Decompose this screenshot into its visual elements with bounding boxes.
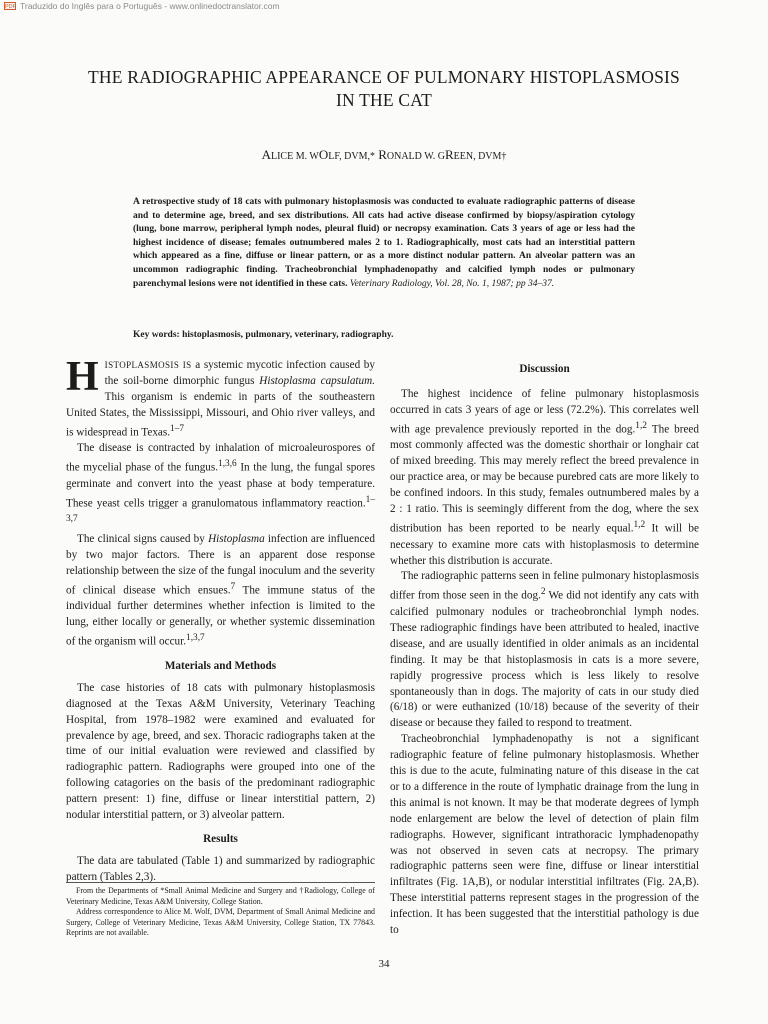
citation-sup: 7: [230, 581, 236, 592]
translator-banner[interactable]: [4, 0, 280, 12]
author-2-surname-initial: R: [444, 147, 454, 162]
abstract-body: A retrospective study of 18 cats with pulmonary histoplasmosis was conducted to evaluate radiographic patterns of disease and to determine age, breed, and sex distributions. All cats had active disease confirmed by biopsy/aspiration cytology (lung, bone marrow, peripheral lymph nodes, pleural fluid) or necropsy examination. Cats 3 years of age or less had the highest incidence of disease; females outnumbered males 2 to 1. Radiographically, most cats had an interstitial pattern which appeared as a fine, diffuse or linear pattern, or as a more distinct nodular pattern. An alveolar pattern was an uncommon radiographic finding. Tracheobronchial lymphadenopathy and calcified lymph nodes or pulmonary parenchymal lesions were not identified in these cats.: [133, 197, 635, 289]
heading-discussion: Discussion: [519, 363, 570, 375]
author-line: [60, 147, 708, 163]
citation-sup: 1,3,6: [218, 459, 237, 470]
citation-sup: 1–3,7: [66, 494, 375, 525]
author-1-surname: LF, DVM,*: [328, 151, 375, 162]
paragraph-results: The data are tabulated (Table 1) and summarized by radiographic pattern (Tables 2,3).: [66, 854, 375, 883]
para3-text-b: infection are influenced by two major factors. There is an apparent dose response relationship between the size of the fungal inoculum and the severity of clinical disease which ensues.: [66, 533, 375, 597]
pdf-icon: PDF: [5, 4, 16, 10]
right-column: [390, 362, 699, 939]
citation-sup: 1,2: [635, 420, 647, 431]
para3-text-c: The immune status of the individual further determines whether infection is limited to the lung, either locally or generally, or whether systemic dissemination of the organism will occur.: [66, 584, 376, 648]
paragraph-methods: The case histories of 18 cats with pulmonary histoplasmosis diagnosed at the Texas A&M University, Veterinary Teaching Hospital, from 1978–1982 were examined and evaluated for prevalence by age, breed, and sex. Thoracic radiographs taken at the time of our initial evaluation were reviewed and classified by radiographic pattern. Radiographs were grouped into one of the following catagories on the basis of the predominant radiographic pattern present: 1) fine, diffuse or linear interstitial pattern, 2) nodular interstitial pattern, or 3) alveolar pattern.: [66, 681, 375, 822]
citation-sup: 1,2: [633, 519, 646, 530]
translator-link[interactable]: Traduzido do Inglês para o Português - www.onlinedoctranslator.com: [20, 1, 280, 11]
paragraph-lymphadenopathy: Tracheobronchial lymphadenopathy is not a significant radiographic feature of feline pulmonary histoplasmosis. Whether this is due to the acute, fulminating nature of this disease in the cat or to a difference in the route of lymphatic drainage from the lung in this animal is not known. It may be that moderate degrees of lymph node enlargement are below the level of detection of plain film radiographs. However, significant intrathoracic lymphadenopathy was not observed in seven cats at necropsy. The primary radiographic patterns seen were fine, diffuse or linear interstitial infiltrates (Fig. 1A,B), or nodular interstitial infiltrates (Fig. 2A,B). These interstitial patterns represent stages in the progression of the infection. It has been suggested that the interstitial pathology is due to: [390, 733, 699, 937]
citation-sup: 2: [540, 587, 546, 598]
intro-smallcaps: ISTOPLASMOSIS IS: [104, 360, 192, 370]
para3-species: Histoplasma: [208, 533, 265, 545]
para2-text-a: The disease is contracted by inhalation of microaleurospores of the mycelial phase of the fungus.: [66, 442, 375, 474]
intro-text-a: a systemic mycotic infection caused by the soil-borne dimorphic fungus: [104, 359, 375, 387]
author-2-surname: EEN, DVM†: [453, 151, 507, 162]
paragraph-incidence: [390, 387, 699, 569]
footnote-affiliation: From the Departments of *Small Animal Medicine and Surgery and †Radiology, College of Veterinary Medicine, Texas A&M University, College Station.: [66, 886, 375, 906]
paragraph-clinical-signs: [66, 532, 375, 651]
intro-species: Histoplasma capsulatum.: [259, 374, 375, 387]
author-1-initial: A: [261, 147, 271, 162]
keywords: Key words: histoplasmosis, pulmonary, veterinary, radiography.: [133, 330, 394, 340]
disc1-text-c: It will be necessary to examine more cats with histoplasmosis to determine whether this distribution is accurate.: [390, 522, 699, 567]
author-2-name: ONALD W. G: [386, 151, 445, 162]
disc2-text-b: We did not identify any cats with calcified pulmonary nodules or tracheobronchial lymph nodes. These radiographic findings have been attributed to healed, inactive disease, and are usually identified in older animals as an incidental finding. It may be that histoplasmosis in cats is a more severe, rapidly progressive process which is less likely to resolve spontaneously than in dogs. The majority of cats in our study died (6/18) or were euthanized (10/18) because of the severity of their disease or because they failed to respond to treatment.: [390, 590, 699, 730]
disc1-text-a: The highest incidence of feline pulmonary histoplasmosis occurred in cats 3 years of age or less (72.2%). This correlates well with age prevalence previously reported in the dog.: [390, 388, 699, 436]
paragraph-patterns: [390, 569, 699, 732]
title-line-1: THE RADIOGRAPHIC APPEARANCE OF PULMONARY HISTOPLASMOSIS: [88, 67, 680, 87]
footnote: [66, 882, 375, 939]
intro-paragraph: [66, 354, 375, 441]
abstract-citation: Veterinary Radiology, Vol. 28, No. 1, 1987; pp 34–37.: [349, 278, 555, 289]
article-title: [60, 66, 708, 112]
paragraph-transmission: [66, 441, 375, 532]
drop-cap: H: [66, 354, 99, 400]
citation-sup: 1–7: [170, 423, 185, 434]
disc1-text-b: The breed most commonly affected was the domestic shorthair or longhair cat of mixed breeding. This may merely reflect the breed prevalence in our practice area, or may be because purebred cats are more likely to be confined indoors. In this study, females outnumbered males by a 2 : 1 ratio. This is seemingly different from the dog, where the sex distribution has been reported to be nearly equal.: [390, 423, 699, 535]
heading-results: Results: [203, 832, 238, 845]
left-column: [66, 354, 376, 886]
para2-text-b: In the lung, the fungal spores germinate and convert into the yeast phase at body temperature. These yeast cells trigger a granulomatous inflammatory reaction.: [66, 461, 375, 510]
intro-text-b: This organism is endemic in parts of the southeastern United States, the Mississippi, Missouri, and Ohio river valleys, and is widespread in Texas.: [66, 390, 375, 439]
disc2-text-a: The radiographic patterns seen in feline pulmonary histoplasmosis differ from those seen in the dog.: [390, 570, 699, 603]
author-1-surname-initial: O: [318, 147, 329, 162]
heading-materials-methods: Materials and Methods: [164, 659, 277, 672]
author-1-name: LICE M. W: [270, 151, 319, 162]
author-2-initial: R: [378, 147, 387, 162]
title-line-2: IN THE CAT: [336, 90, 432, 110]
para3-text-a: The clinical signs caused by: [77, 533, 209, 545]
page-number: 34: [378, 958, 390, 970]
citation-sup: 1,3,7: [186, 633, 205, 644]
footnote-correspondence: Address correspondence to Alice M. Wolf, DVM, Department of Small Animal Medicine and Surgery, College of Veterinary Medicine, Texas A&M University, College Station, TX 77843. Reprints are not available.: [66, 907, 375, 938]
abstract: [133, 196, 635, 291]
